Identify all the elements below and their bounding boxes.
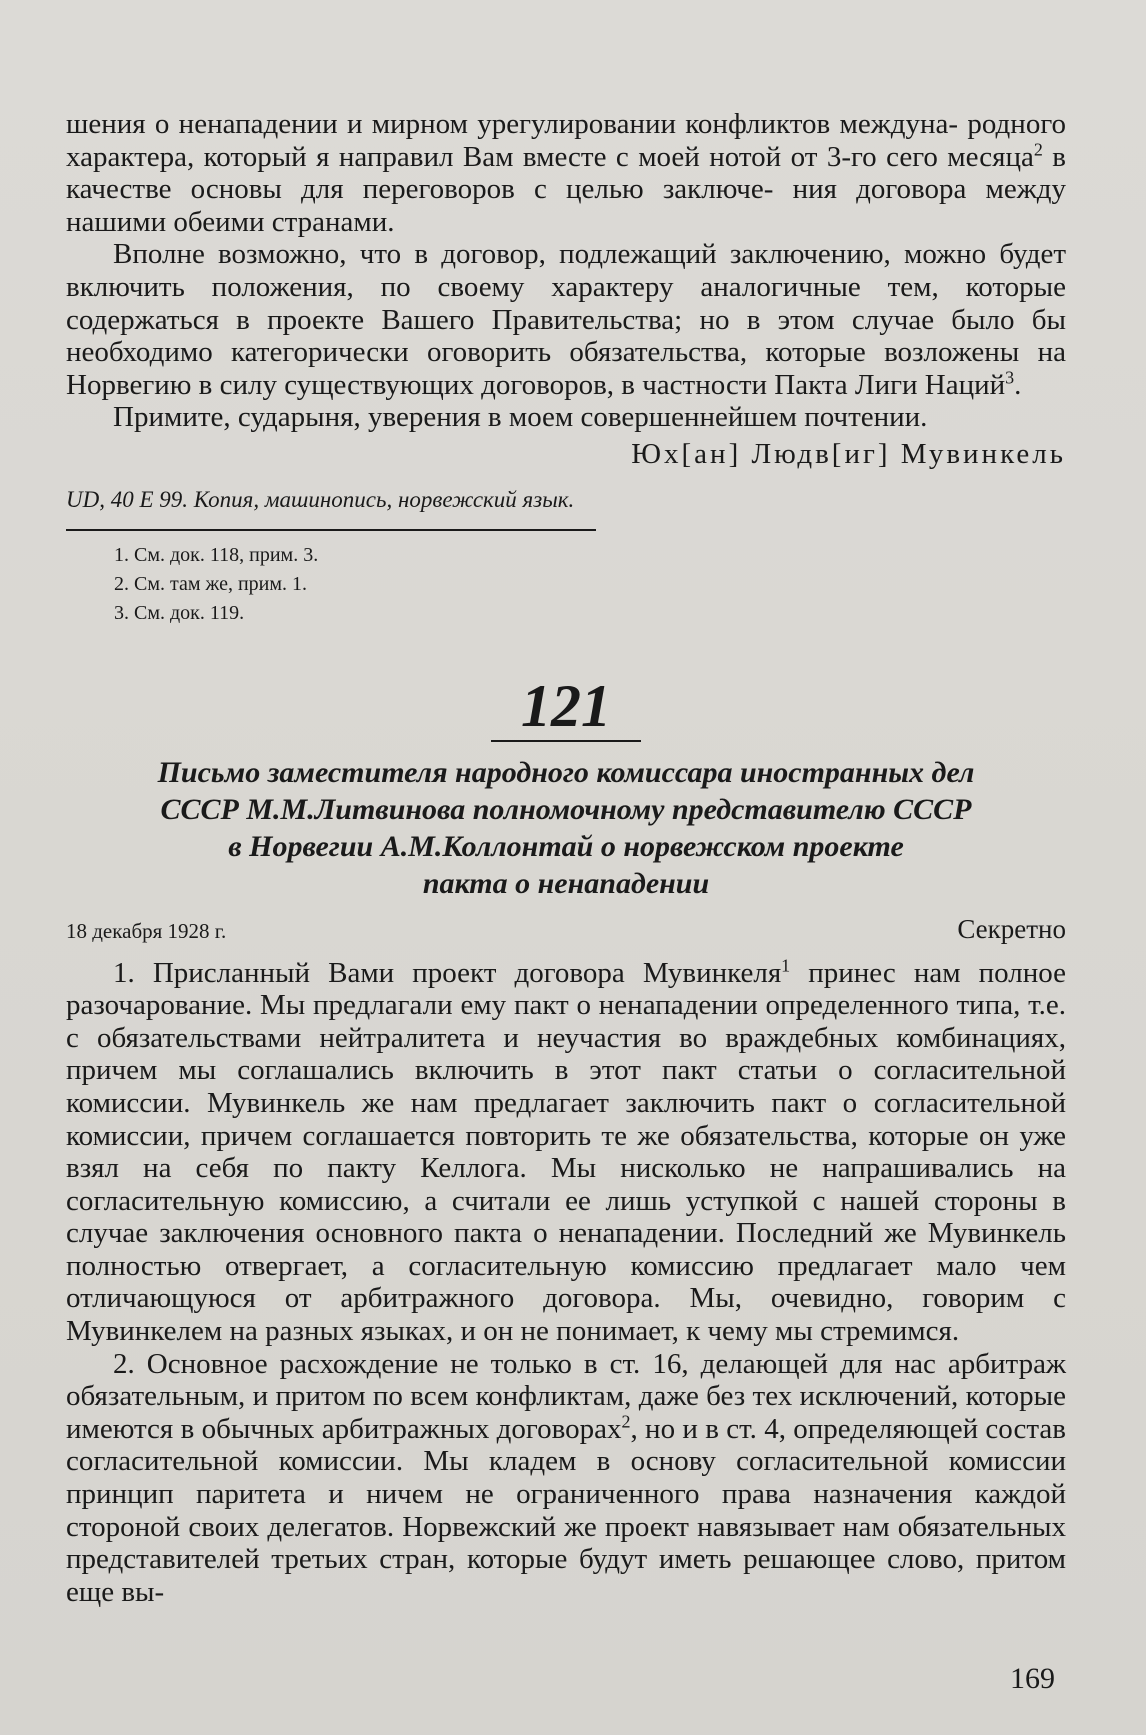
- intro-line-3b: в качестве основы для переговоров с целью заключе-: [66, 140, 1066, 206]
- classification-label: Секретно: [957, 913, 1066, 944]
- paragraph-2: [66, 238, 1066, 401]
- paragraph-2-text: Вполне возможно, что в договор, подлежащий заключению, можно будет включить положения, по своему характеру аналогичные тем, которые содержаться в проекте Вашего Правительства; но в этом случае было бы необходимо категорически оговорить обязательства, которые возложены на Норвегию в силу существующих договоров, в частности Пакта Лиги Наций: [66, 238, 1066, 401]
- footnote-ref-2: 2: [1033, 138, 1043, 159]
- body-paragraph-1: [66, 954, 1066, 1348]
- footnote-2: 2. См. там же, прим. 1.: [114, 572, 308, 595]
- footnote-ref-2b: 2: [621, 1411, 631, 1432]
- page-number: 169: [1010, 1662, 1055, 1695]
- paragraph-2-end: .: [1014, 368, 1022, 401]
- intro-line-1: шения о ненападении и мирном урегулировании конфликтов междуна-: [66, 108, 959, 140]
- intro-line-3a: 3-го сего месяца: [826, 140, 1034, 173]
- body-paragraph-1-rest: принес нам полное разочарование. Мы предлагали ему пакт о ненападении определенного типа, т.е. с обязательствами нейтралитета и неучастия во враждебных комбинациях, причем мы соглашались включить в этот пакт статьи о согласительной комиссии. Мувинкель же нам предлагает заключить пакт о согласительной комиссии, причем соглашается повторить те же обязательства, которые он уже взял на себя по пакту Келлога. Мы нисколько не напрашивались на согласительную комиссию, а считали ее лишь уступкой с нашей стороны в случае заключения основного пакта о ненападении. Последний же Мувинкель полностью отвергает, а согласительную комиссию предлагает мало чем отличающуюся от арбитражного договора. Мы, очевидно, говорим с Мувинкелем на разных языках, и он не понимает, к чему мы стремимся.: [66, 956, 1066, 1348]
- letter-date: 18 декабря 1928 г.: [66, 918, 227, 943]
- footnote-ref-1: 1: [781, 954, 791, 975]
- dateline: [66, 914, 1066, 945]
- intro-line-4: ния договора между нашими обеими странами.: [66, 173, 1067, 238]
- page-content: [66, 108, 1066, 1608]
- closing-paragraph: Примите, сударыня, уверения в моем совершеннейшем почтении.: [113, 401, 928, 434]
- heading-line-4: пакта о ненападении: [422, 866, 710, 900]
- heading-line-3: в Норвегии А.М.Коллонтай о норвежском проекте: [228, 829, 904, 863]
- document-number: 121: [521, 672, 611, 739]
- intro-line-2: родного характера, который я направил Вам вместе с моей нотой от: [66, 108, 1066, 173]
- archive-source: UD, 40 E 99. Копия, машинопись, норвежский язык.: [66, 486, 575, 512]
- intro-paragraph: [66, 108, 1066, 238]
- document-number-underline: [491, 740, 641, 742]
- body-paragraph-2-rest: , но и в ст. 4, определяющей состав согласительной комиссии. Мы кладем в основу согласительной комиссии принцип паритета и ничем не ограниченного права назначения каждой стороной своих делегатов. Норвежский же проект навязывает нам обязательных представителей третьих стран, которые будут иметь решающее слово, притом еще вы-: [66, 1412, 1066, 1608]
- footnote-1: 1. См. док. 118, прим. 3.: [114, 543, 319, 566]
- footnote-divider: [66, 529, 596, 531]
- document-heading: [66, 754, 1066, 902]
- footnotes: [114, 541, 1066, 628]
- heading-line-1: Письмо заместителя народного комиссара иностранных дел: [157, 755, 975, 789]
- footnote-3: 3. См. док. 119.: [114, 601, 245, 624]
- body-paragraph-1-start: 1. Присланный Вами проект договора Мувинкеля: [113, 956, 782, 989]
- heading-line-2: СССР М.М.Литвинова полномочному представителю СССР: [160, 792, 972, 826]
- body-paragraph-2: [66, 1348, 1066, 1609]
- signature: Юх[ан] Людв[иг] Мувинкель: [631, 437, 1066, 470]
- body-paragraph-2-start: 2. Основное расхождение не только в ст. 16, делающей для нас арбитраж обязательным, и притом по всем конфликтам, даже без тех исключений, которые имеются в обычных арбитражных договорах: [66, 1347, 1066, 1445]
- footnote-ref-3: 3: [1005, 367, 1015, 388]
